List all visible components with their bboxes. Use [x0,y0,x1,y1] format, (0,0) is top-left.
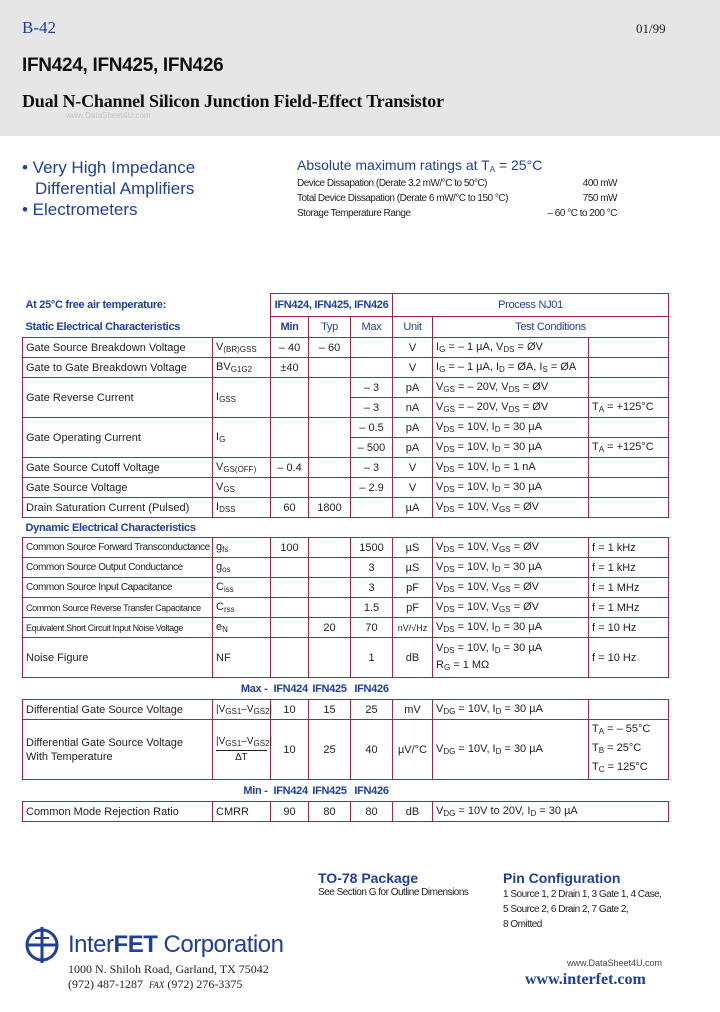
table-row: Static Electrical Characteristics Min Typ Max Unit Test Conditions [23,317,669,338]
table-row: Common Source Output Conductance $g_{os}$ 3 µS $V_{DS} = 10V$, $I_D = 30$ µA f = 1 kHz [23,558,669,578]
table-row: Differential Gate Source Voltage With Temperature $|V_{GS1}-V_{GS2}|$ ∆T 10 25 40 µV/°C $V_{DG} = 10V$, $I_D = 30$ µA $T_A$ = – 55°C $T_B = 25^\circ C$ $T_C = 125^\circ C$ [23,720,669,780]
table-row: Common Mode Rejection Ratio CMRR 90 80 80 dB $V_{DG} = 10V$ to 20V, $I_D = 30$ µA [23,802,669,822]
feature-item: Differential Amplifiers [35,179,195,198]
table-row: Drain Saturation Current (Pulsed) $I_{DSS}$ 60 1800 µA $V_{DS} = 10V$, $V_{GS}$ = ØV [23,498,669,518]
table-row: Gate Source Cutoff Voltage $V_{GS(OFF)}$ – 0.4 – 3 V $V_{DS} = 10V$, $I_D = 1$ nA [23,458,669,478]
table-row: Equivalent Short Circuit Input Noise Voltage $e_N$ 20 70 nV/√Hz $V_{DS} = 10V$, $I_D = 30$ µA f = 10 Hz [23,618,669,638]
company-phone: (972) 487-1287 FAX (972) 276-3375 [68,977,243,991]
company-address: 1000 N. Shiloh Road, Garland, TX 75042 [68,962,269,976]
abs-max-row: Storage Temperature Range – 60 °C to 200 °C [297,208,617,219]
table-row: Differential Gate Source Voltage $|V_{GS1}-V_{GS2}|$ 10 15 25 mV $V_{DG} = 10V$, $I_D = 30$ µA [23,700,669,720]
company-logo-icon [22,925,62,965]
abs-max-row: Total Device Dissapation (Derate 6 mW/°C to 150 °C) 750 mW [297,193,617,204]
table-row: Dynamic Electrical Characteristics [25,521,196,534]
company-name: InterFET Corporation [68,931,284,958]
abs-max-title: Absolute maximum ratings at $T_A = 25^\circ C$ [297,157,543,174]
table-row: Gate Source Voltage $V_{GS}$ – 2.9 V $V_{DS} = 10V$, $I_D = 30$ µA [23,478,669,498]
table-row: Gate to Gate Breakdown Voltage $BV_{G1G2}$ ±40 V $I_G$ = – 1 µA, $I_D$ = ØA, $I_S$ = ØA [23,358,669,378]
table-row: Gate Operating Current $I_G$ – 0.5 pA $V_{DS} = 10V$, $I_D = 30$ µA [23,418,669,438]
table-row: – 500 pA $V_{DS} = 10V$, $I_D = 30$ µA $T_A = +125^\circ C$ [23,438,669,458]
table-row: Gate Source Breakdown Voltage $V_{(BR)GSS}$ – 40 – 60 V $I_G$ = – 1 µA, $V_{DS}$ = ØV [23,338,669,358]
table-row: Common Source Forward Transconductance $g_{fs}$ 100 1500 µS $V_{DS} = 10V$, $V_{GS}$ = ØV f = 1 kHz [23,538,669,558]
pins-list: 1 Source 1, 2 Drain 1, 3 Gate 1, 4 Case, 5 Source 2, 6 Drain 2, 7 Gate 2, 8 Omitted [503,889,662,930]
page-code: B-42 [22,18,56,37]
table-row: Common Source Reverse Transfer Capacitance $C_{rss}$ 1.5 pF $V_{DS} = 10V$, $V_{GS}$ = ØV f = 1 MHz [23,598,669,618]
abs-max-table [297,176,617,221]
features-list [22,157,195,220]
table-row: Max - IFN424 IFN425 IFN426 [240,682,389,695]
spec-table [22,293,669,822]
table-row: – 3 nA $V_{GS}$ = – 20V, $V_{DS}$ = ØV $T_A = +125^\circ C$ [23,398,669,418]
page-title: Dual N-Channel Silicon Junction Field-Effect Transistor [22,91,444,111]
feature-item: • Electrometers [22,200,138,219]
table-row: Noise Figure NF 1 dB $V_{DS} = 10V$, $I_D = 30$ µA $R_G = 1$ MΩ f = 10 Hz [23,638,669,678]
footer-watermark: www.DataSheet4U.com [567,958,663,968]
feature-item: • Very High Impedance [22,158,196,177]
table-row: Min - IFN424 IFN425 IFN426 [243,784,389,797]
part-numbers: IFN424, IFN425, IFN426 [22,55,224,76]
doc-date: 01/99 [636,21,666,36]
abs-max-row: Device Dissapation (Derate 3.2 mW/°C to 50°C) 400 mW [297,178,617,189]
header-watermark: www.DataSheet4U.com [66,111,151,120]
table-row: At 25°C free air temperature: IFN424, IFN425, IFN426 Process NJ01 [23,294,669,317]
table-row: Gate Reverse Current $I_{GSS}$ – 3 pA $V_{GS}$ = – 20V, $V_{DS}$ = ØV [23,378,669,398]
company-url-link[interactable]: www.interfet.com [525,971,646,988]
package-note: See Section G for Outline Dimensions [318,887,469,898]
table-row: Common Source Input Capacitance $C_{iss}$ 3 pF $V_{DS} = 10V$, $V_{GS}$ = ØV f = 1 MHz [23,578,669,598]
pins-title: Pin Configuration [503,870,621,886]
package-title: TO-78 Package [318,870,419,886]
